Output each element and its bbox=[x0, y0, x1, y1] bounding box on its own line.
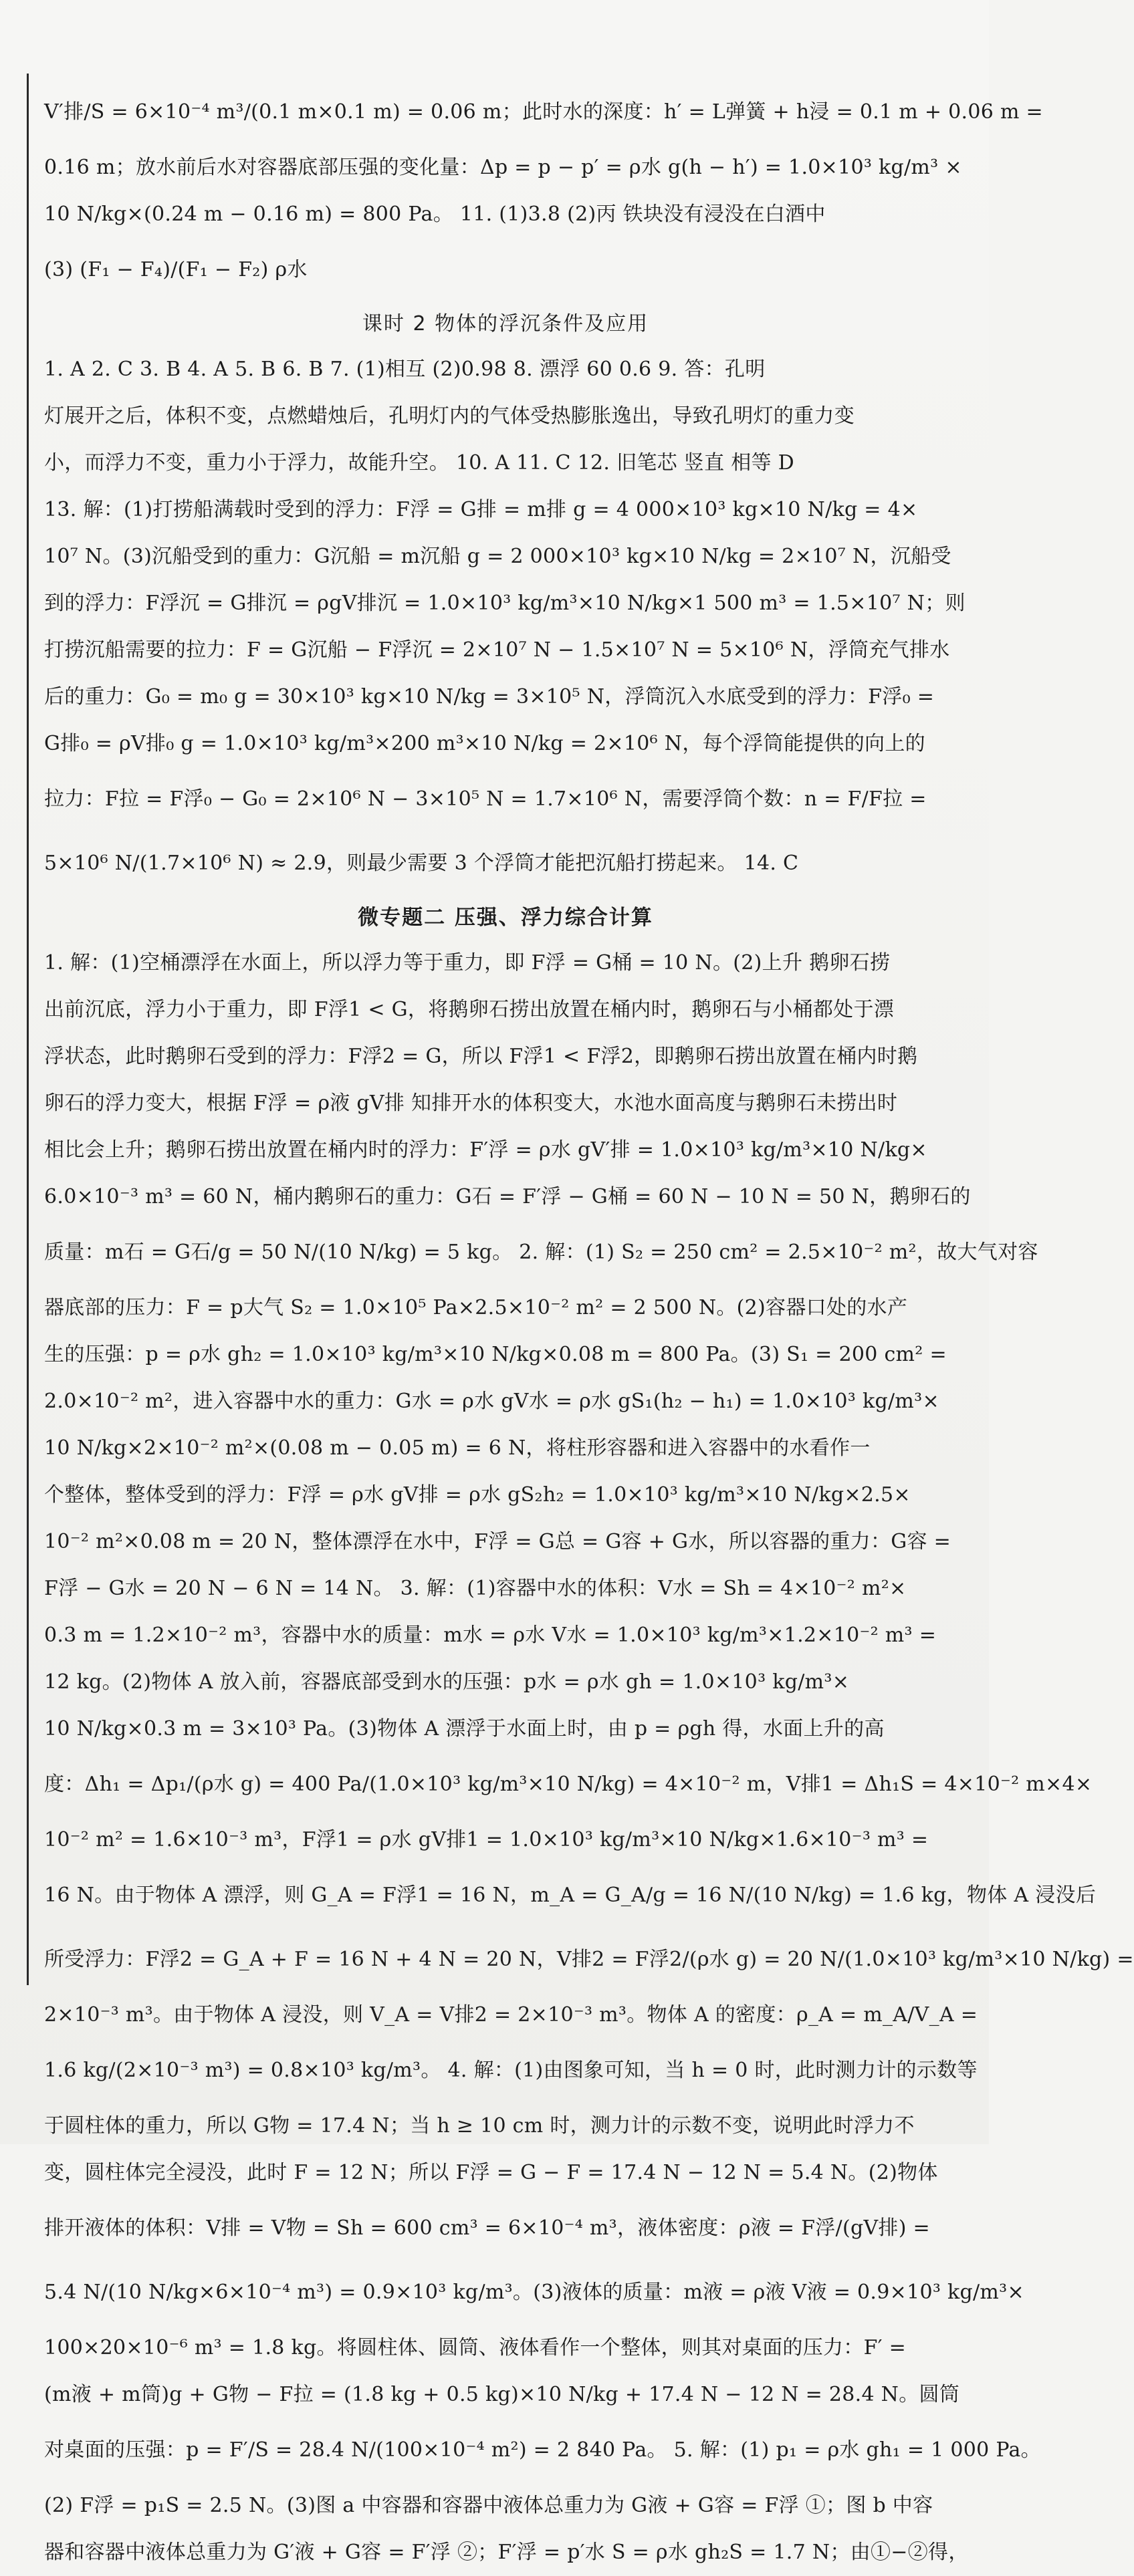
text-line: (m液 + m筒)g + G物 − F拉 = (1.8 kg + 0.5 kg)×10 N/kg + 17.4 N − 12 N = 28.4 N。圆筒 bbox=[44, 2383, 960, 2406]
lesson-heading: 课时 2 物体的浮沉条件及应用 bbox=[362, 312, 649, 336]
text-line: (2) F浮 = p₁S = 2.5 N。(3)图 a 中容器和容器中液体总重力为 G液 + G容 = F浮 ①；图 b 中容 bbox=[44, 2494, 933, 2517]
text-line: 质量：m石 = G石/g = 50 N/(10 N/kg) = 5 kg。 2. 解：(1) S₂ = 250 cm² = 2.5×10⁻² m²，故大气对容 bbox=[44, 1241, 1038, 1264]
text-line: 拉力：F拉 = F浮₀ − G₀ = 2×10⁶ N − 3×10⁵ N = 1.7×10⁶ N，需要浮筒个数：n = F/F拉 = bbox=[44, 787, 927, 811]
text-line: 出前沉底，浮力小于重力，即 F浮1 < G，将鹅卵石捞出放置在桶内时，鹅卵石与小桶都处于漂 bbox=[44, 998, 895, 1021]
text-line: 变，圆柱体完全浸没，此时 F = 12 N；所以 F浮 = G − F = 17.4 N − 12 N = 5.4 N。(2)物体 bbox=[44, 2161, 938, 2184]
section-lesson-answers bbox=[44, 346, 967, 896]
text-line: V′排/S = 6×10⁻⁴ m³/(0.1 m×0.1 m) = 0.06 m；此时水的深度：h′ = L弹簧 + h浸 = 0.1 m + 0.06 m = bbox=[44, 100, 1043, 124]
topic-heading: 微专题二 压强、浮力综合计算 bbox=[358, 906, 653, 930]
text-line: 6.0×10⁻³ m³ = 60 N，桶内鹅卵石的重力：G石 = F′浮 − G桶 = 60 N − 10 N = 50 N，鹅卵石的 bbox=[44, 1185, 971, 1208]
text-line: 16 N。由于物体 A 漂浮，则 G_A = F浮1 = 16 N，m_A = G_A/g = 16 N/(10 N/kg) = 1.6 kg，物体 A 浸没后 bbox=[44, 1884, 1097, 1907]
text-line: 生的压强：p = ρ水 gh₂ = 1.0×10³ kg/m³×10 N/kg×0.08 m = 800 Pa。(3) S₁ = 200 cm² = bbox=[44, 1343, 947, 1366]
text-line: 5.4 N/(10 N/kg×6×10⁻⁴ m³) = 0.9×10³ kg/m³。(3)液体的质量：m液 = ρ液 V液 = 0.9×10³ kg/m³× bbox=[44, 2281, 1024, 2304]
text-line: 灯展开之后，体积不变，点燃蜡烛后，孔明灯内的气体受热膨胀逸出，导致孔明灯的重力变 bbox=[44, 404, 855, 428]
text-line: 打捞沉船需要的拉力：F = G沉船 − F浮沉 = 2×10⁷ N − 1.5×10⁷ N = 5×10⁶ N，浮筒充气排水 bbox=[44, 638, 950, 662]
text-line: 卵石的浮力变大，根据 F浮 = ρ液 gV排 知排开水的体积变大，水池水面高度与鹅卵石未捞出时 bbox=[44, 1091, 898, 1115]
text-line: 0.3 m = 1.2×10⁻² m³，容器中水的质量：m水 = ρ水 V水 = 1.0×10³ kg/m³×1.2×10⁻² m³ = bbox=[44, 1624, 937, 1647]
text-line: 1. 解：(1)空桶漂浮在水面上，所以浮力等于重力，即 F浮 = G桶 = 10 N。(2)上升 鹅卵石捞 bbox=[44, 951, 891, 975]
text-line: 0.16 m；放水前后水对容器底部压强的变化量：Δp = p − p′ = ρ水 g(h − h′) = 1.0×10³ kg/m³ × bbox=[44, 156, 962, 179]
text-line: 器和容器中液体总重力为 G′液 + G容 = F′浮 ②；F′浮 = p′水 S = ρ水 gh₂S = 1.7 N；由①−②得， bbox=[44, 2541, 969, 2564]
text-line: 10⁷ N。(3)沉船受到的重力：G沉船 = m沉船 g = 2 000×10³ kg×10 N/kg = 2×10⁷ N，沉船受 bbox=[44, 545, 951, 568]
text-line: 排开液体的体积：V排 = V物 = Sh = 600 cm³ = 6×10⁻⁴ m³，液体密度：ρ液 = F浮/(gV排) = bbox=[44, 2216, 930, 2240]
margin-rule bbox=[27, 74, 29, 1985]
text-line: 13. 解：(1)打捞船满载时受到的浮力：F浮 = G排 = m排 g = 4 000×10³ kg×10 N/kg = 4× bbox=[44, 498, 918, 521]
text-line: 5×10⁶ N/(1.7×10⁶ N) ≈ 2.9，则最少需要 3 个浮筒才能把沉船打捞起来。 14. C bbox=[44, 852, 799, 875]
text-line: 于圆柱体的重力，所以 G物 = 17.4 N；当 h ≥ 10 cm 时，测力计的示数不变，说明此时浮力不 bbox=[44, 2114, 915, 2138]
text-line: 小，而浮力不变，重力小于浮力，故能升空。 10. A 11. C 12. 旧笔芯 竖直 相等 D bbox=[44, 451, 795, 475]
text-line: 1.6 kg/(2×10⁻³ m³) = 0.8×10³ kg/m³。 4. 解：(1)由图象可知，当 h = 0 时，此时测力计的示数等 bbox=[44, 2059, 978, 2082]
text-line: (3) (F₁ − F₄)/(F₁ − F₂) ρ水 bbox=[44, 258, 308, 281]
text-line: 后的重力：G₀ = m₀ g = 30×10³ kg×10 N/kg = 3×10⁵ N，浮筒沉入水底受到的浮力：F浮₀ = bbox=[44, 685, 935, 709]
text-line: 100×20×10⁻⁶ m³ = 1.8 kg。将圆柱体、圆筒、液体看作一个整体，则其对桌面的压力：F′ = bbox=[44, 2336, 907, 2359]
text-line: 度：Δh₁ = Δp₁/(ρ水 g) = 400 Pa/(1.0×10³ kg/m³×10 N/kg) = 4×10⁻² m，V排1 = Δh₁S = 4×10⁻² m×4× bbox=[44, 1773, 1093, 1796]
text-line: 相比会上升；鹅卵石捞出放置在桶内时的浮力：F′浮 = ρ水 gV′排 = 1.0×10³ kg/m³×10 N/kg× bbox=[44, 1138, 927, 1162]
text-line: 12 kg。(2)物体 A 放入前，容器底部受到水的压强：p水 = ρ水 gh = 1.0×10³ kg/m³× bbox=[44, 1670, 850, 1694]
text-line: 器底部的压力：F = p大气 S₂ = 1.0×10⁵ Pa×2.5×10⁻² m² = 2 500 N。(2)容器口处的水产 bbox=[44, 1296, 908, 1319]
text-line: 10 N/kg×(0.24 m − 0.16 m) = 800 Pa。 11. (1)3.8 (2)丙 铁块没有浸没在白酒中 bbox=[44, 203, 826, 226]
answer-content bbox=[44, 80, 1134, 2576]
text-line: F浮 − G水 = 20 N − 6 N = 14 N。 3. 解：(1)容器中水的体积：V水 = Sh = 4×10⁻² m²× bbox=[44, 1577, 907, 1600]
section-previous-answers bbox=[44, 80, 1043, 302]
text-line: 2.0×10⁻² m²，进入容器中水的重力：G水 = ρ水 gV水 = ρ水 gS₁(h₂ − h₁) = 1.0×10³ kg/m³× bbox=[44, 1390, 939, 1413]
text-line: 对桌面的压强：p = F′/S = 28.4 N/(100×10⁻⁴ m²) = 2 840 Pa。 5. 解：(1) p₁ = ρ水 gh₁ = 1 000 Pa。 bbox=[44, 2438, 1041, 2462]
text-line: 个整体，整体受到的浮力：F浮 = ρ水 gV排 = ρ水 gS₂h₂ = 1.0×10³ kg/m³×10 N/kg×2.5× bbox=[44, 1483, 911, 1507]
text-line: 10 N/kg×2×10⁻² m²×(0.08 m − 0.05 m) = 6 N，将柱形容器和进入容器中的水看作一 bbox=[44, 1436, 871, 1460]
text-line: G排₀ = ρV排₀ g = 1.0×10³ kg/m³×200 m³×10 N/kg = 2×10⁶ N，每个浮筒能提供的向上的 bbox=[44, 732, 925, 755]
text-line: 到的浮力：F浮沉 = G排沉 = ρgV排沉 = 1.0×10³ kg/m³×10 N/kg×1 500 m³ = 1.5×10⁷ N；则 bbox=[44, 592, 966, 615]
text-line: 10 N/kg×0.3 m = 3×10³ Pa。(3)物体 A 漂浮于水面上时，由 p = ρgh 得，水面上升的高 bbox=[44, 1717, 885, 1741]
text-line: 所受浮力：F浮2 = G_A + F = 16 N + 4 N = 20 N，V排2 = F浮2/(ρ水 g) = 20 N/(1.0×10³ kg/m³×10 N/kg) = bbox=[44, 1948, 1134, 1971]
text-line: 10⁻² m² = 1.6×10⁻³ m³，F浮1 = ρ水 gV排1 = 1.0×10³ kg/m³×10 N/kg×1.6×10⁻³ m³ = bbox=[44, 1828, 929, 1851]
text-line: 10⁻² m²×0.08 m = 20 N，整体漂浮在水中，F浮 = G总 = G容 + G水，所以容器的重力：G容 = bbox=[44, 1530, 951, 1553]
section-topic-answers bbox=[44, 940, 1134, 2576]
text-line: 1. A 2. C 3. B 4. A 5. B 6. B 7. (1)相互 (2)0.98 8. 漂浮 60 0.6 9. 答：孔明 bbox=[44, 358, 766, 381]
text-line: 2×10⁻³ m³。由于物体 A 浸没，则 V_A = V排2 = 2×10⁻³ m³。物体 A 的密度：ρ_A = m_A/V_A = bbox=[44, 2003, 978, 2027]
text-line: 浮状态，此时鹅卵石受到的浮力：F浮2 = G，所以 F浮1 < F浮2，即鹅卵石捞出放置在桶内时鹅 bbox=[44, 1045, 918, 1068]
